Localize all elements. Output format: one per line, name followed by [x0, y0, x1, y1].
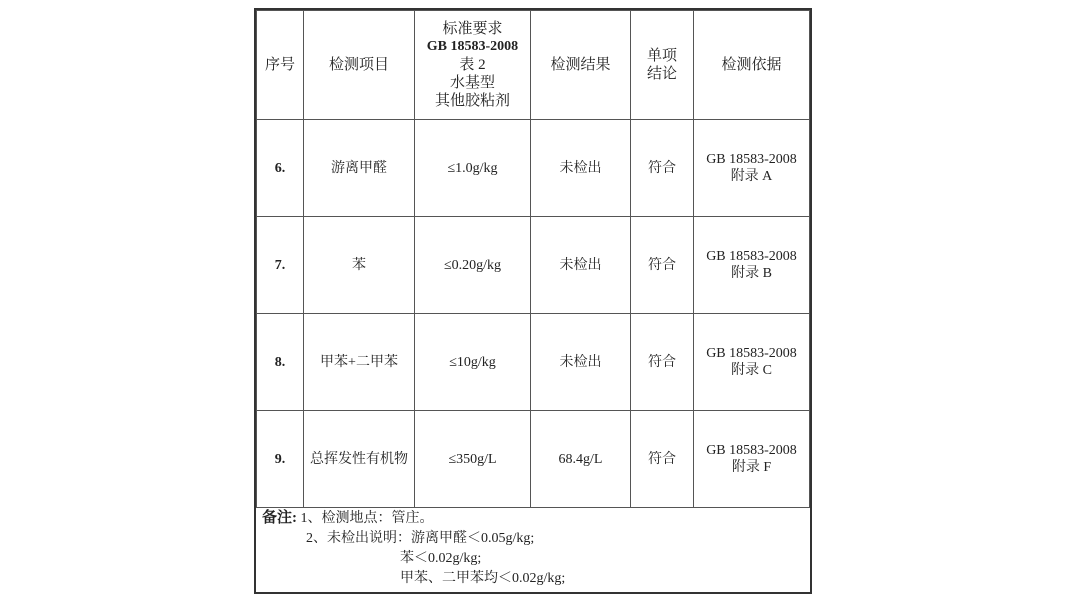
header-standard-line: 水基型	[449, 75, 495, 91]
remark-line: 苯＜0.02g/kg;	[400, 551, 482, 566]
cell-no: 9.	[257, 411, 304, 508]
remark-line: 2、未检出说明：游离甲醛＜0.05g/kg;	[306, 531, 535, 546]
header-conclusion	[631, 11, 694, 120]
basis-line: GB 18583-2008	[706, 443, 797, 458]
test-report-page	[254, 8, 812, 594]
header-standard-line: 其他胶粘剂	[434, 93, 510, 109]
cell-basis	[694, 411, 810, 508]
cell-item: 总挥发性有机物	[304, 411, 415, 508]
basis-line: GB 18583-2008	[706, 249, 797, 264]
cell-conclusion: 符合	[631, 120, 694, 217]
header-standard-line: 表 2	[459, 57, 486, 73]
header-item: 检测项目	[304, 11, 415, 120]
cell-basis	[694, 120, 810, 217]
cell-requirement: ≤1.0g/kg	[415, 120, 531, 217]
remark-line: 甲苯、二甲苯均＜0.02g/kg;	[400, 571, 566, 586]
cell-no: 8.	[257, 314, 304, 411]
header-standard-line: 标准要求	[442, 21, 503, 37]
table-row	[257, 120, 810, 217]
cell-requirement: ≤350g/L	[415, 411, 531, 508]
header-no: 序号	[257, 11, 304, 120]
header-basis: 检测依据	[694, 11, 810, 120]
cell-no: 7.	[257, 217, 304, 314]
table-row	[257, 411, 810, 508]
basis-line: 附录 C	[731, 363, 772, 378]
cell-result: 未检出	[531, 120, 631, 217]
cell-requirement: ≤0.20g/kg	[415, 217, 531, 314]
header-standard-line: GB 18583-2008	[426, 39, 519, 54]
basis-line: 附录 A	[730, 169, 773, 184]
cell-basis	[694, 314, 810, 411]
cell-result: 未检出	[531, 314, 631, 411]
cell-conclusion: 符合	[631, 217, 694, 314]
cell-result: 68.4g/L	[531, 411, 631, 508]
header-conclusion-line: 单项	[646, 48, 677, 64]
table-row	[257, 314, 810, 411]
cell-conclusion: 符合	[631, 411, 694, 508]
remarks-label: 备注:	[262, 510, 297, 526]
cell-basis	[694, 217, 810, 314]
cell-result: 未检出	[531, 217, 631, 314]
table-row	[257, 217, 810, 314]
remark-line: 1、检测地点：管庄。	[300, 511, 434, 526]
header-standard	[415, 11, 531, 120]
basis-line: GB 18583-2008	[706, 152, 797, 167]
cell-requirement: ≤10g/kg	[415, 314, 531, 411]
cell-conclusion: 符合	[631, 314, 694, 411]
basis-line: GB 18583-2008	[706, 346, 797, 361]
header-result: 检测结果	[531, 11, 631, 120]
basis-line: 附录 B	[731, 266, 772, 281]
test-results-table	[256, 10, 810, 508]
cell-no: 6.	[257, 120, 304, 217]
cell-item: 苯	[304, 217, 415, 314]
table-header-row	[257, 11, 810, 120]
cell-item: 游离甲醛	[304, 120, 415, 217]
cell-item: 甲苯+二甲苯	[304, 314, 415, 411]
header-conclusion-line: 结论	[646, 66, 677, 82]
remarks-section	[262, 508, 565, 589]
basis-line: 附录 F	[731, 460, 772, 475]
